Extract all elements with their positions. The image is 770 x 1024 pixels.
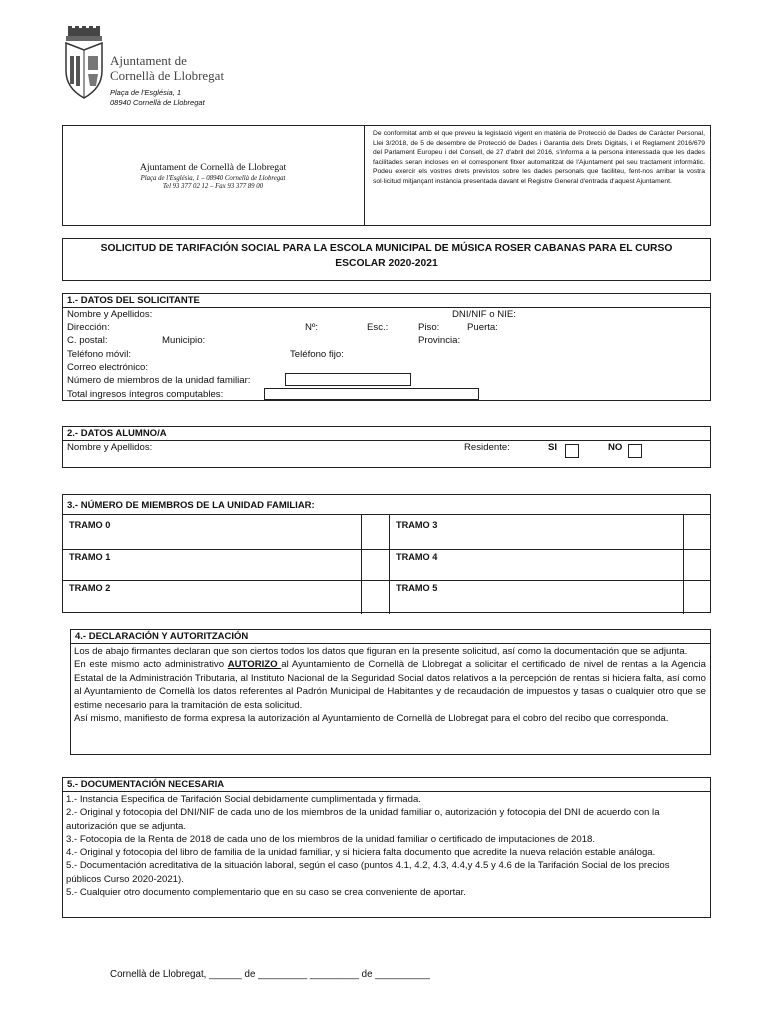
authorization-keyword: AUTORIZO [227,659,282,671]
section1-title: 1.- DATOS DEL SOLICITANTE [67,295,200,306]
total-income-label: Total ingresos íntegros computables: [67,389,224,400]
form-title-box [62,238,711,281]
doc-item-2: 2.- Original y fotocopia del DNI/NIF de cada uno de los miembros de la unidad familiar o, autorización y fotocopia del DNI de acuerdo con la autorización que se adjunta. [66,807,660,832]
section-household-brackets [62,494,711,613]
info-org-phone: Tel 93 377 02 12 – Fax 93 377 89 00 [162,182,264,190]
resident-yes-label: SI [548,442,558,453]
section-declaration [70,629,711,755]
number-label: Nº: [305,322,319,333]
section4-title: 4.- DECLARACIÓN Y AUTORITZACIÓN [75,631,249,642]
authorization-text-rest: al Ayuntamiento de Cornellà de Llobregat a solicitar el certificado de nivel de rentas a la Agencia Estatal de la Administración Tributaria, al Instituto Nacional de la Seguridad Social datos relativos a la percepción de rentas si hiciera falta, así como al Ayuntamiento de Cornellà los datos referentes al Padrón Municipal de Habitantes y de recaudación de impuestos y tasas o cualquier otro que se estime necesario para la tramitación de esta solicitud. [74,659,706,711]
privacy-notice: De conformitat amb el que preveu la legislació vigent en matèria de Protecció de Dades de Caràcter Personal, Llei 3/2018, de 5 de desembre de Protecció de Dades i Garantia dels Drets Digitals, i el Reglament 2016/679 del Parlament Europeu i del Consell, de 27 d'abril del 2016, s'informa a la persona interessada que les dades facilitades seran incloses en el corresponent fitxer automatitzat de l'Ajuntament pel seu tractament informàtic. Podeu exercir els vostres drets previstos sobre les dades personals que faciliteu, fent-nos arribar la vostra sol·licitud mitjançant instància presentada davant el Registre General d'entrada d'aquest Ajuntament. [373,130,705,185]
email-label: Correo electrónico: [67,362,149,373]
section-student [62,426,711,468]
org-address1: Plaça de l'Església, 1 [110,88,182,97]
doc-item-1: 1.- Instancia Especifica de Tarifación Social debidamente cumplimentada y firmada. [66,794,421,805]
resident-label: Residente: [464,442,510,453]
bracket-5-checkbox[interactable] [683,580,712,614]
bracket-3-checkbox[interactable] [683,514,712,550]
declaration-paragraph-3: Así mismo, manifiesto de forma expresa la autorización al Ayuntamiento de Cornellà de Llobregat para el cobro del recibo que corresponda. [74,713,669,725]
city-coat-of-arms-logo [60,26,108,100]
staircase-label: Esc.: [367,322,389,333]
declaration-text [74,645,706,725]
signature-date-line: Cornellà de Llobregat, ______ de _________ _________ de __________ [110,969,430,980]
bracket-1-checkbox[interactable] [361,549,390,580]
household-members-field[interactable] [285,373,411,386]
org-name-line2: Cornellà de Llobregat [110,68,225,83]
applicant-name-label: Nombre y Apellidos: [67,309,153,320]
section3-title: 3.- NÚMERO DE MIEMBROS DE LA UNIDAD FAMILIAR: [67,500,315,511]
landline-phone-label: Teléfono fijo: [290,349,344,360]
mobile-phone-label: Teléfono móvil: [67,349,131,360]
org-address2: 08940 Cornellà de Llobregat [110,98,205,107]
bracket-0-checkbox[interactable] [361,514,390,550]
section-documentation [62,777,711,918]
bracket-2-checkbox[interactable] [361,580,390,614]
resident-no-label: NO [608,442,623,453]
authorization-text-start: En este mismo acto administrativo [74,659,228,671]
declaration-paragraph-2 [74,658,706,712]
bracket-4-label: TRAMO 4 [396,552,438,562]
doc-item-5: 5.- Documentación acreditativa de la situación laboral, según el caso (puntos 4.1, 4.2, 4.3, 4.4,y 4.5 y 4.6 de la Tarifación Social de los precios públicos Curso 2020-2021). [66,860,670,885]
student-name-label: Nombre y Apellidos: [67,442,153,453]
section-applicant [62,293,711,401]
bracket-3-label: TRAMO 3 [396,520,438,530]
form-title-line2: ESCOLAR 2020-2021 [335,258,438,269]
bracket-0-label: TRAMO 0 [69,520,111,530]
bracket-5-label: TRAMO 5 [396,583,438,593]
applicant-dni-label: DNI/NIF o NIE: [452,309,516,320]
declaration-paragraph-1: Los de abajo firmantes declaran que son ciertos todos los datos que figuran en la presente solicitud, así como la documentación que se adjunta. [74,646,688,657]
total-income-field[interactable] [264,388,479,400]
resident-yes-checkbox[interactable] [565,444,579,458]
bracket-2-label: TRAMO 2 [69,583,111,593]
bracket-4-checkbox[interactable] [683,549,712,580]
household-members-label: Número de miembros de la unidad familiar: [67,375,251,386]
resident-no-checkbox[interactable] [628,444,642,458]
province-label: Provincia: [418,335,461,346]
section2-title: 2.- DATOS ALUMNO/A [67,428,167,439]
doc-item-4: 4.- Original y fotocopia del libro de familia de la unidad familiar, y si hiciera falta documento que acredite la nueva relación estable análoga. [66,847,656,859]
documentation-list [66,793,706,899]
form-title-line1: SOLICITUD DE TARIFACIÓN SOCIAL PARA LA ESCOLA MUNICIPAL DE MÚSICA ROSER CABANAS PARA EL CURSO [100,243,673,254]
doc-item-3: 3.- Fotocopia de la Renta de 2018 de cada uno de los miembros de la unidad familiar o certificado de imputaciones de 2018. [66,833,596,845]
municipality-label: Municipio: [162,335,206,346]
door-label: Puerta: [467,322,498,333]
info-org-name: Ajuntament de Cornellà de Llobregat [139,161,287,173]
info-org-address: Plaça de l'Església, 1 – 08940 Cornellà de Llobregat [140,174,286,182]
section5-title: 5.- DOCUMENTACIÓN NECESARIA [67,779,225,790]
postal-code-label: C. postal: [67,335,108,346]
address-label: Dirección: [67,322,110,333]
org-name-line1: Ajuntament de [110,53,187,68]
info-box [62,125,711,226]
bracket-1-label: TRAMO 1 [69,552,111,562]
floor-label: Piso: [418,322,440,333]
doc-item-6: 5.- Cualquier otro documento complementario que en su caso se crea conveniente de aportar. [66,887,466,899]
